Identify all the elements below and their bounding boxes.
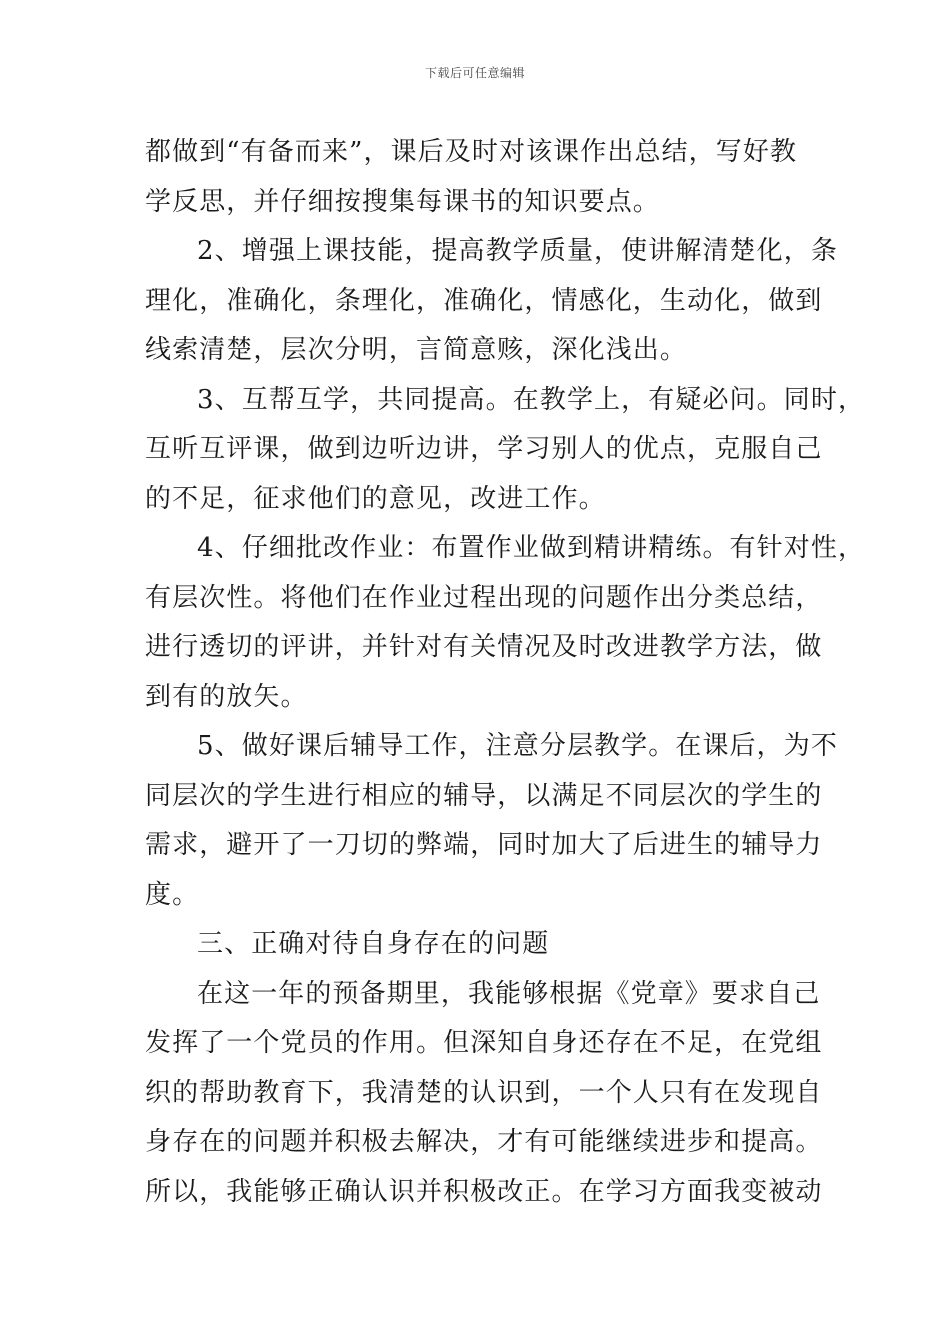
page-header: 下载后可任意编辑 [424,66,525,80]
text-line: 身存在的问题并积极去解决，才有可能继续进步和提高。 [145,1127,823,1157]
text-line: 学反思，并仔细按搜集每课书的知识要点。 [145,186,660,217]
text-line: 都做到“有备而来”，课后及时对该课作出总结，写好教 [145,137,798,167]
text-line: 进行透切的评讲，并针对有关情况及时改进教学方法，做 [145,632,823,662]
text-line: 5、做好课后辅导工作，注意分层教学。在课后，为不 [197,731,838,761]
document-body [145,128,866,1217]
text-line: 同层次的学生进行相应的辅导，以满足不同层次的学生的 [145,780,823,811]
text-line: 需求，避开了一刀切的弊端，同时加大了后进生的辅导力 [145,830,823,860]
text-line: 的不足，征求他们的意见，改进工作。 [145,483,606,514]
section-heading: 三、正确对待自身存在的问题 [197,929,550,959]
text-line: 在这一年的预备期里，我能够根据《党章》要求自己 [197,978,821,1009]
text-line: 发挥了一个党员的作用。但深知自身还存在不足，在党组 [145,1028,823,1058]
text-line: 所以，我能够正确认识并积极改正。在学习方面我变被动 [145,1176,823,1207]
text-line: 互听互评课，做到边听边讲，学习别人的优点，克服自己 [145,434,823,464]
text-line: 3、互帮互学，共同提高。在教学上，有疑必问。同时， [197,384,866,415]
text-line: 理化，准确化，条理化，准确化，情感化，生动化，做到 [145,285,823,316]
text-line: 有层次性。将他们在作业过程出现的问题作出分类总结， [145,582,823,613]
text-line: 织的帮助教育下，我清楚的认识到，一个人只有在发现自 [145,1077,823,1108]
text-line: 到有的放矢。 [145,681,308,712]
text-line: 度。 [145,879,200,910]
text-line: 线索清楚，层次分明，言简意赅，深化浅出。 [145,335,688,365]
text-line: 2、增强上课技能，提高教学质量，使讲解清楚化，条 [197,236,838,266]
text-line: 4、仔细批改作业：布置作业做到精讲精练。有针对性， [197,533,866,563]
